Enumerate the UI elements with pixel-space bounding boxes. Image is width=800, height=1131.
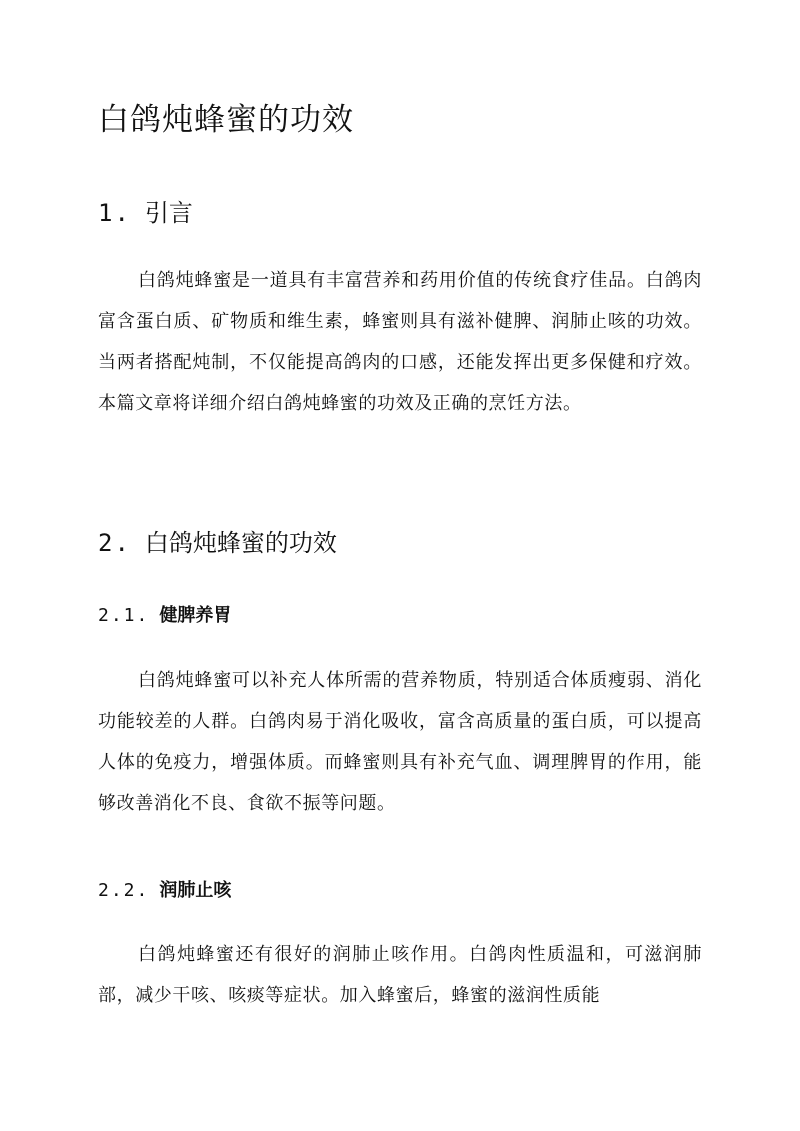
section-heading-benefits xyxy=(98,526,337,560)
subsection-heading-lung-cough xyxy=(98,878,231,904)
lung-cough-paragraph: 白鸽炖蜂蜜还有很好的润肺止咳作用。白鸽肉性质温和，可滋润肺部，减少干咳、咳痰等症状。加入蜂蜜后，蜂蜜的滋润性质能 xyxy=(98,944,702,1006)
section-title: 白鸽炖蜂蜜的功效 xyxy=(144,529,337,557)
intro-paragraph: 白鸽炖蜂蜜是一道具有丰富营养和药用价值的传统食疗佳品。白鸽肉富含蛋白质、矿物质和维生素，蜂蜜则具有滋补健脾、润肺止咳的功效。当两者搭配炖制，不仅能提高鸽肉的口感，还能发挥出更多保健和疗效。本篇文章将详细介绍白鸽炖蜂蜜的功效及正确的烹饪方法。 xyxy=(98,270,702,414)
document-title: 白鸽炖蜂蜜的功效 xyxy=(98,102,354,138)
section-title: 引言 xyxy=(144,199,193,227)
subsection-heading-spleen-stomach xyxy=(98,603,231,629)
subsection-title: 健脾养胃 xyxy=(159,605,232,626)
section-number: 2. xyxy=(98,529,131,557)
subsection-title: 润肺止咳 xyxy=(159,880,232,901)
section-heading-intro xyxy=(98,196,193,230)
spleen-stomach-paragraph: 白鸽炖蜂蜜可以补充人体所需的营养物质，特别适合体质瘦弱、消化功能较差的人群。白鸽肉易于消化吸收，富含高质量的蛋白质，可以提高人体的免疫力，增强体质。而蜂蜜则具有补充气血、调理脾胃的作用，能够改善消化不良、食欲不振等问题。 xyxy=(98,670,702,814)
subsection-number: 2.1. xyxy=(98,605,150,626)
section-number: 1. xyxy=(98,199,131,227)
subsection-number: 2.2. xyxy=(98,880,150,901)
